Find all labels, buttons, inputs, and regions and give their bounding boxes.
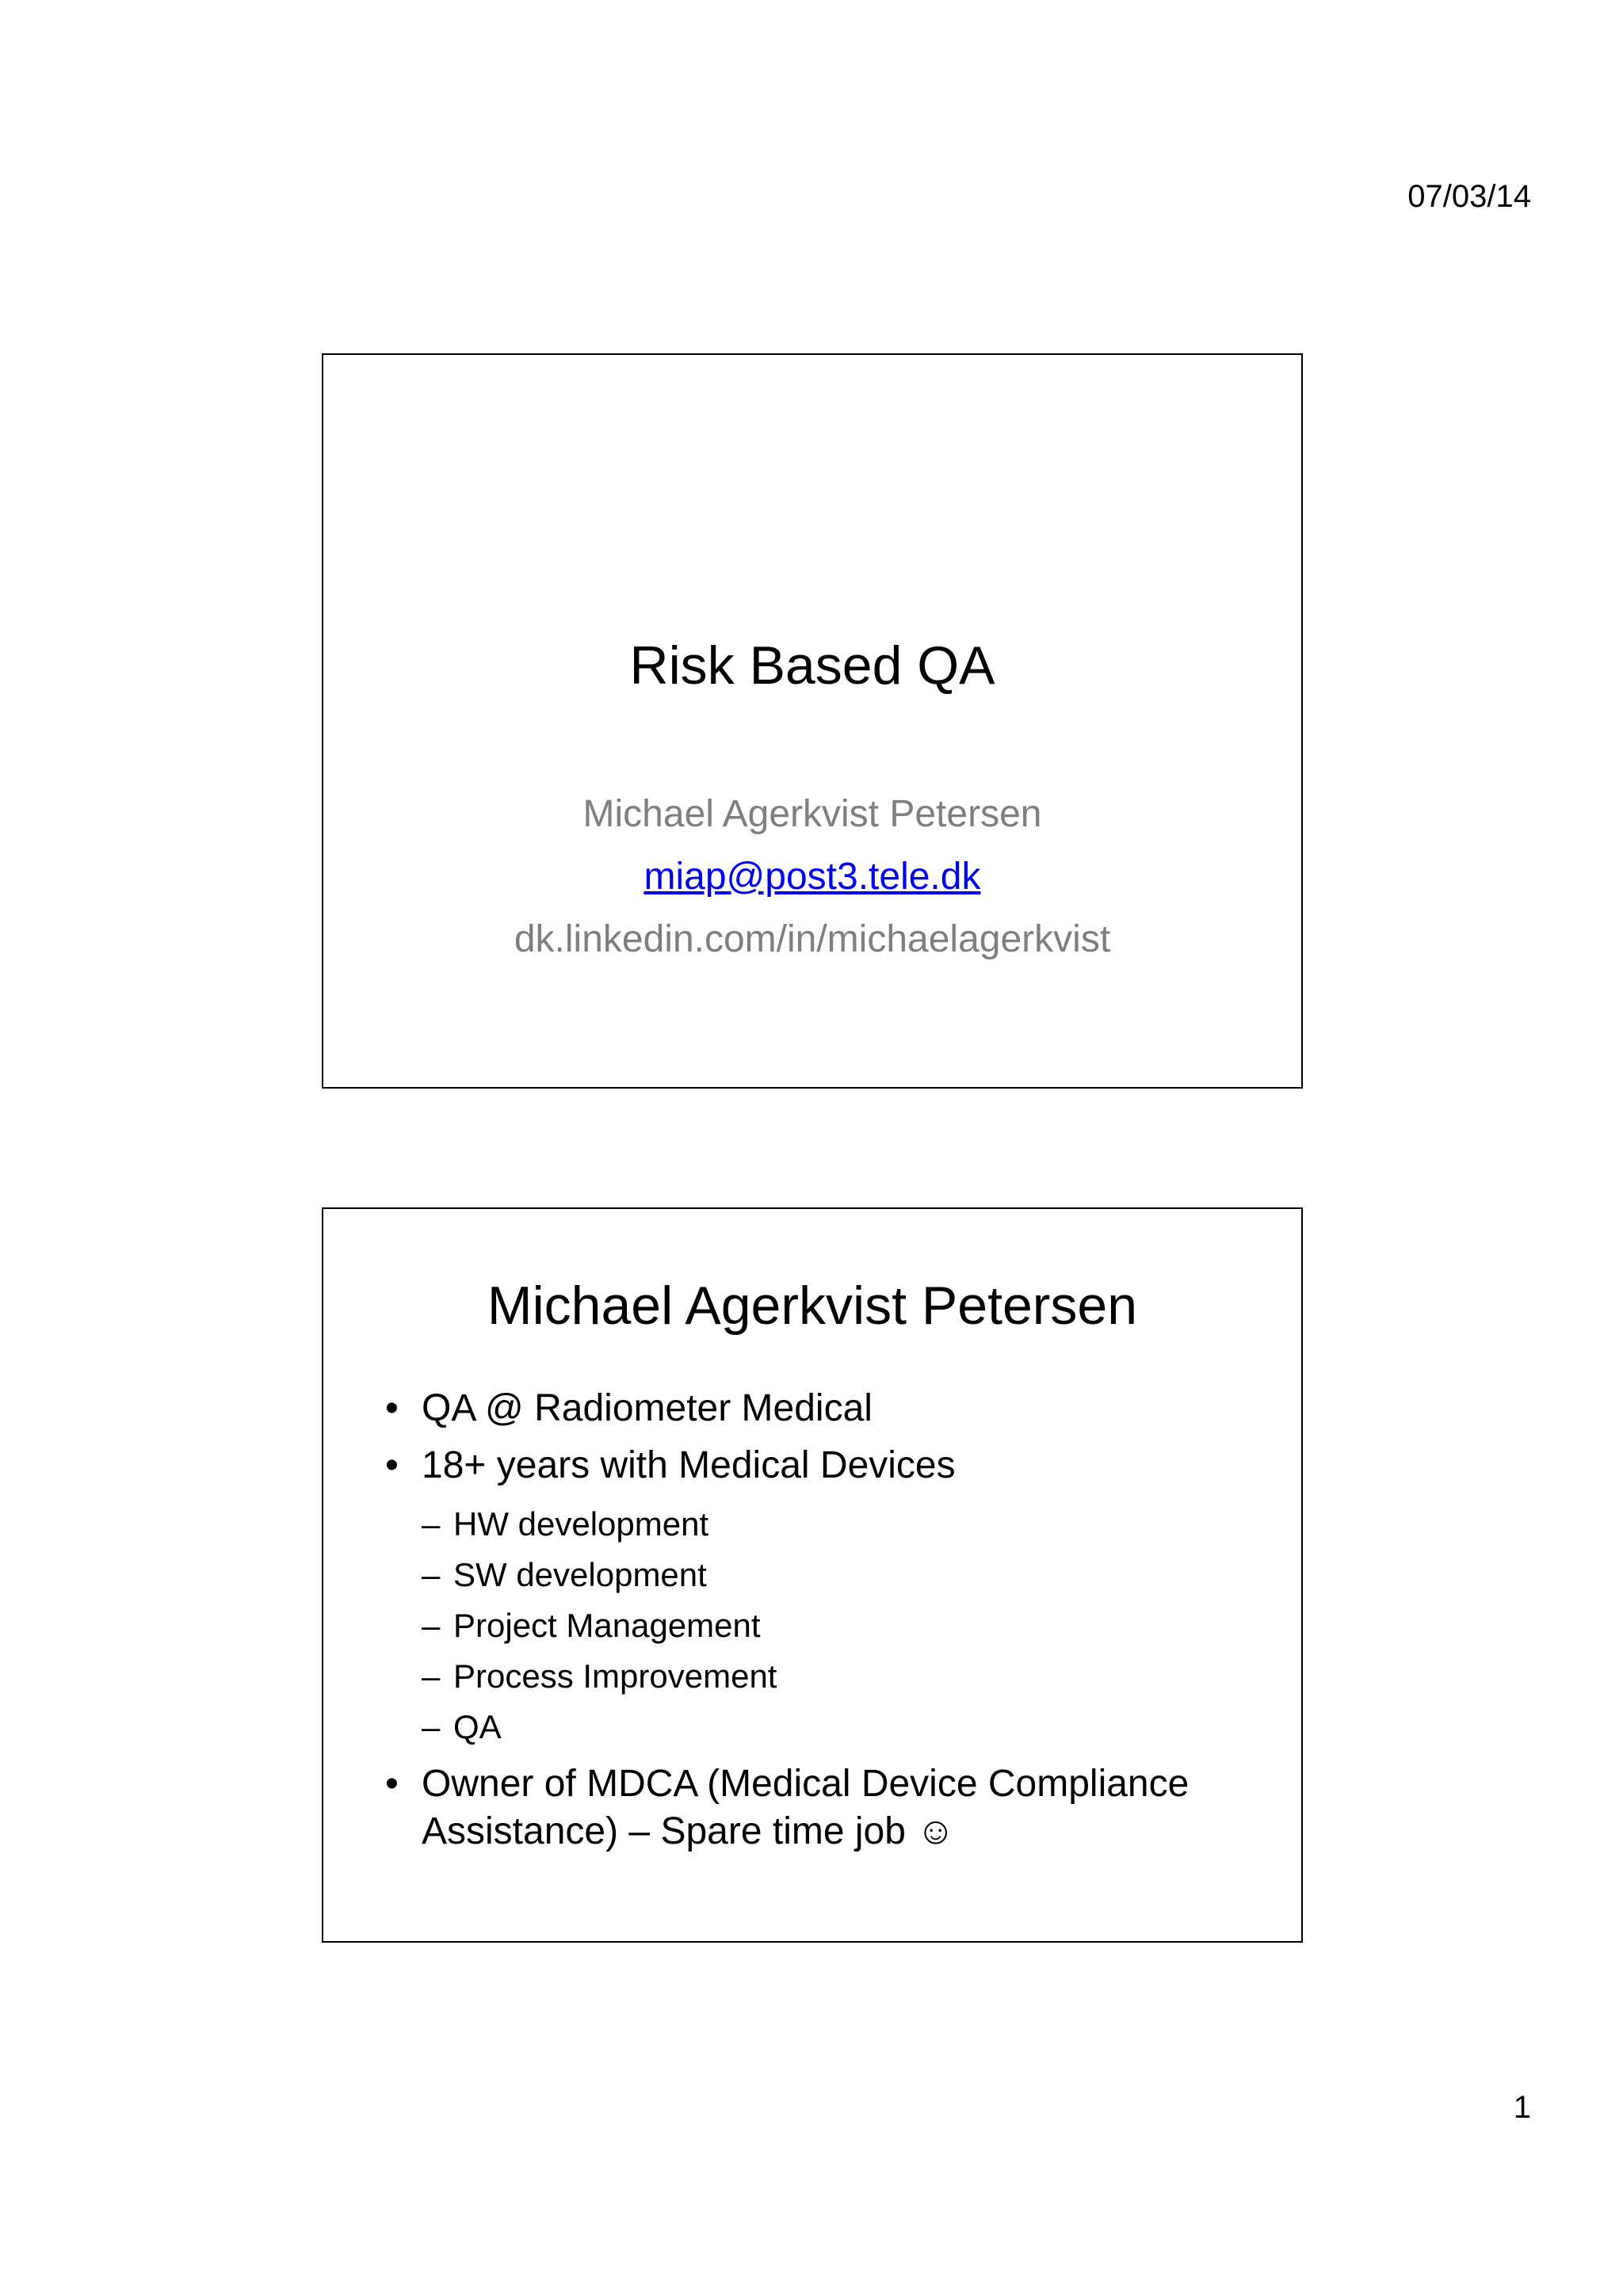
bullet-text: 18+ years with Medical Devices — [422, 1444, 956, 1486]
linkedin-url: dk.linkedin.com/in/michaelagerkvist — [514, 918, 1111, 960]
bullet-item — [371, 1385, 1254, 1432]
dash-icon: – — [422, 1505, 441, 1543]
dash-icon: – — [422, 1556, 441, 1593]
slide-title-subtitle — [323, 783, 1301, 971]
sub-bullet-text: HW development — [453, 1505, 709, 1543]
sub-bullet-text: Process Improvement — [453, 1657, 777, 1695]
bullet-text: Owner of MDCA (Medical Device Compliance Assistance) – Spare time job ☺ — [422, 1763, 1190, 1852]
bullet-icon: • — [385, 1387, 399, 1429]
slide-about-heading: Michael Agerkvist Petersen — [487, 1276, 1138, 1336]
header-date: 07/03/14 — [1407, 179, 1531, 214]
sub-bullet-item — [371, 1702, 1254, 1753]
bullet-item — [371, 1760, 1254, 1855]
sub-bullet-item — [371, 1499, 1254, 1550]
author-name: Michael Agerkvist Petersen — [582, 793, 1042, 835]
sub-bullet-text: QA — [453, 1708, 502, 1745]
sub-bullet-text: Project Management — [453, 1607, 761, 1644]
sub-bullet-text: SW development — [453, 1556, 707, 1593]
sub-bullet-item — [371, 1651, 1254, 1702]
bullet-icon: • — [385, 1444, 399, 1486]
slide-about — [322, 1207, 1303, 1943]
sub-bullet-list — [371, 1499, 1254, 1753]
bullet-text: QA @ Radiometer Medical — [422, 1387, 873, 1429]
sub-bullet-item — [371, 1600, 1254, 1651]
sub-bullet-item — [371, 1550, 1254, 1600]
page-number: 1 — [1513, 2090, 1531, 2125]
bullet-item — [371, 1442, 1254, 1489]
dash-icon: – — [422, 1657, 441, 1695]
email-link[interactable]: miap@post3.tele.dk — [643, 856, 981, 898]
dash-icon: – — [422, 1607, 441, 1644]
bullet-list — [371, 1385, 1254, 1865]
bullet-icon: • — [385, 1763, 399, 1805]
slide-title — [322, 353, 1303, 1089]
dash-icon: – — [422, 1708, 441, 1745]
slide-title-heading: Risk Based QA — [629, 635, 995, 696]
